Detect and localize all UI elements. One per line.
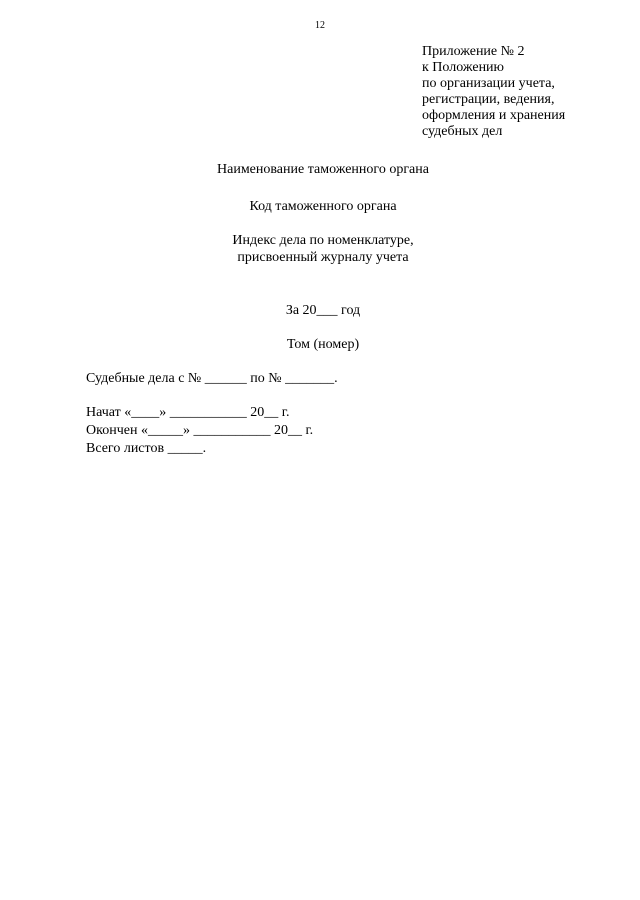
appendix-line: регистрации, ведения, — [422, 92, 555, 107]
started-date: Начат «____» ___________ 20__ г. — [86, 405, 290, 420]
appendix-line: по организации учета, — [422, 76, 555, 91]
page-number: 12 — [315, 20, 325, 31]
customs-name: Наименование таможенного органа — [217, 162, 429, 177]
volume-line: Том (номер) — [286, 337, 360, 352]
year-line: За 20___ год — [285, 303, 361, 318]
finished-date: Окончен «_____» ___________ 20__ г. — [86, 423, 314, 438]
index-line-1: Индекс дела по номенклатуре, — [232, 233, 414, 248]
customs-code: Код таможенного органа — [249, 199, 397, 214]
total-sheets: Всего листов _____. — [86, 441, 207, 456]
appendix-line: к Положению — [422, 60, 505, 75]
cases-range: Судебные дела с № ______ по № _______. — [86, 371, 338, 386]
appendix-line: Приложение № 2 — [422, 44, 525, 59]
index-line-2: присвоенный журналу учета — [237, 250, 409, 265]
appendix-block — [422, 44, 622, 140]
appendix-line: оформления и хранения — [422, 108, 566, 123]
appendix-line: судебных дел — [422, 124, 503, 139]
